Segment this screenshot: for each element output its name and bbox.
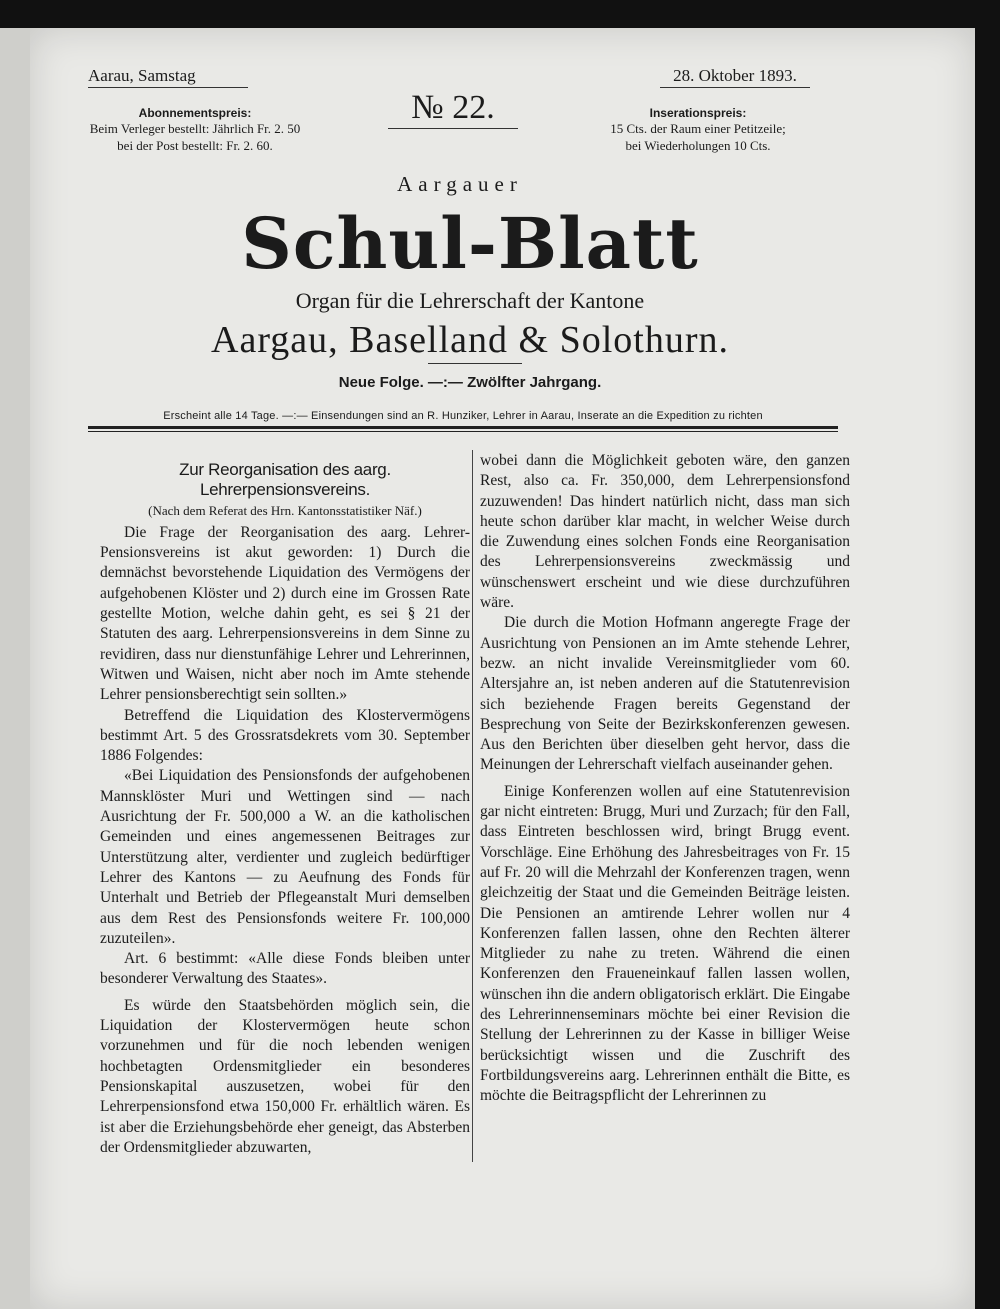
subscription-line: bei der Post bestellt: Fr. 2. 60. <box>117 138 273 153</box>
issue-number: № 22. <box>388 88 518 129</box>
subscription-line: Beim Verleger bestellt: Jährlich Fr. 2. 50 <box>89 121 301 136</box>
paragraph: Es würde den Staatsbehörden möglich sein, die Liquidation der Klostervermögen heute schon vorzunehmen und für die noch lebenden wenigen hochbetagten Ordensmitglieder ein besonderes Pensionskapital auszusetzen, wobei für den Lehrerpensionsfond etwa 150,000 Fr. erhältlich wären. Es ist aber die Erziehungsbehörde eher geneigt, das Absterben der Ordensmitglieder abzuwarten, <box>100 996 470 1156</box>
series-line: Neue Folge. —:— Zwölfter Jahrgang. <box>338 374 602 391</box>
advertising-box <box>573 106 823 154</box>
divider <box>428 363 522 364</box>
masthead-organ: Organ für die Lehrerschaft der Kantone <box>295 288 645 313</box>
advertising-title: Inserationspreis: <box>649 106 747 120</box>
publication-info: Erscheint alle 14 Tage. —:— Einsendungen sind an R. Hunziker, Lehrer in Aarau, Inserate an die Expedition zu richten <box>163 410 763 422</box>
advertising-line: 15 Cts. der Raum einer Petitzeile; <box>610 121 786 136</box>
column-divider <box>472 450 473 1162</box>
paragraph: Die durch die Motion Hofmann angeregte Frage der Ausrichtung von Pensionen an im Amte stehende Lehrer, bezw. an nicht invalide Vereinsmitglieder vom 60. Altersjahre an, ist neben anderen auf die Statutenrevision sich beziehende Fragen bereits Gegenstand der Besprechung von Seite der Bezirkskonferenzen gewesen. Aus den Berichten über dieselben geht hervor, dass die Meinungen der Lehrerschaft vielfach auseinander gehen. <box>480 614 850 774</box>
place-day: Aarau, Samstag <box>88 66 248 88</box>
article-title: Zur Reorganisation des aarg. Lehrerpensionsvereins. <box>179 460 391 500</box>
divider <box>88 431 838 432</box>
paragraph: wobei dann die Möglichkeit geboten wäre, den ganzen Rest, also ca. Fr. 350,000, dem Lehrerpensionsfond zuzuwenden! Das hindert natürlich nicht, dass man sich heute schon darüber klar macht, in welcher Weise durch die Zuwendung eines solchen Fonds eine Reorganisation des Lehrerpensionsvereins zweckmässig und wünschenswert erscheint und wie diese durchzuführen wäre. <box>480 452 850 612</box>
paragraph: Die Frage der Reorganisation des aarg. Lehrer-Pensionsvereins ist akut geworden: 1) Durch die demnächst bevorstehende Liquidation des Vermögens der aufgehobenen Klöster und 2) durch eine im Grossen Rate gestellte Motion, welche dahin geht, es sei § 21 der Statuten des aarg. Lehrerpensionsvereins in dem Sinne zu revidiren, dass nur dienstunfähige Lehrer und Lehrerinnen, Witwen und Waisen, nicht aber noch im Amte stehende Lehrer pensionsberechtigt sein sollten.» <box>100 523 470 704</box>
subscription-title: Abonnementspreis: <box>138 106 252 120</box>
book-edge <box>0 28 31 1309</box>
masthead-aargauer: Aargauer <box>397 172 523 196</box>
subscription-box <box>70 106 320 154</box>
paragraph: Einige Konferenzen wollen auf eine Statutenrevision gar nicht eintreten: Brugg, Muri und Zurzach; für den Fall, dass Eintreten beschlossen wird, bringt Brugg event. Vorschläge. Eine Erhöhung des Jahresbeitrages von Fr. 15 auf Fr. 20 will die Mehrzahl der Konferenzen tragen, wenn gleichzeitig der Staat und die Gemeinden Beiträge leisten. Die Pensionen an amtirende Lehrer wollen nur 4 Konferenzen fallen lassen, ohne den Rechten älterer Mitglieder zu nahe zu treten. Während die einen Konferenzen den Fraueneinkauf fallen lassen wollen, wünschen ihn die andern obligatorisch erklärt. Die Eingabe des Lehrerinnenseminars möchte bei einer Revision die Stellung der Lehrerinnen zu der Kasse in billiger Weise berücksichtigt wissen und die Zuschrift des Fortbildungsvereins aarg. Lehrerinnen enthält die Bitte, es möchte die Beitragspflicht der Lehrerinnen zu <box>480 782 850 1105</box>
advertising-line: bei Wiederholungen 10 Cts. <box>625 138 771 153</box>
masthead-cantons: Aargau, Baselland & Solothurn. <box>211 319 729 361</box>
article-column-left <box>100 460 470 1158</box>
paragraph: Betreffend die Liquidation des Klostervermögens bestimmt Art. 5 des Grossratsdekrets vom 30. September 1886 Folgendes: <box>100 706 470 765</box>
paragraph: Art. 6 bestimmt: «Alle diese Fonds bleiben unter besonderer Verwaltung des Staates». <box>100 950 470 988</box>
paragraph: «Bei Liquidation des Pensionsfonds der aufgehobenen Mannsklöster Muri und Wettingen sind — nach Ausrichtung der Fr. 500,000 a W. an die katholischen Gemeinden und eines angemessenen Beitrages zur Unterstützung alter, verdienter und zugleich bedürftiger Lehrer des Kantons — zu Aeufnung des Fonds für Unterhalt und Betrieb der Pflegeanstalt Muri demselben aus dem Rest des Pensionsfonds weitere Fr. 100,000 zuzuteilen». <box>100 767 470 947</box>
divider <box>88 426 838 429</box>
masthead-title: Schul-Blatt <box>241 202 699 285</box>
issue-date: 28. Oktober 1893. <box>660 66 810 88</box>
article-subtitle: (Nach dem Referat des Hrn. Kantonsstatistiker Näf.) <box>148 502 422 518</box>
article-column-right <box>480 451 850 1107</box>
